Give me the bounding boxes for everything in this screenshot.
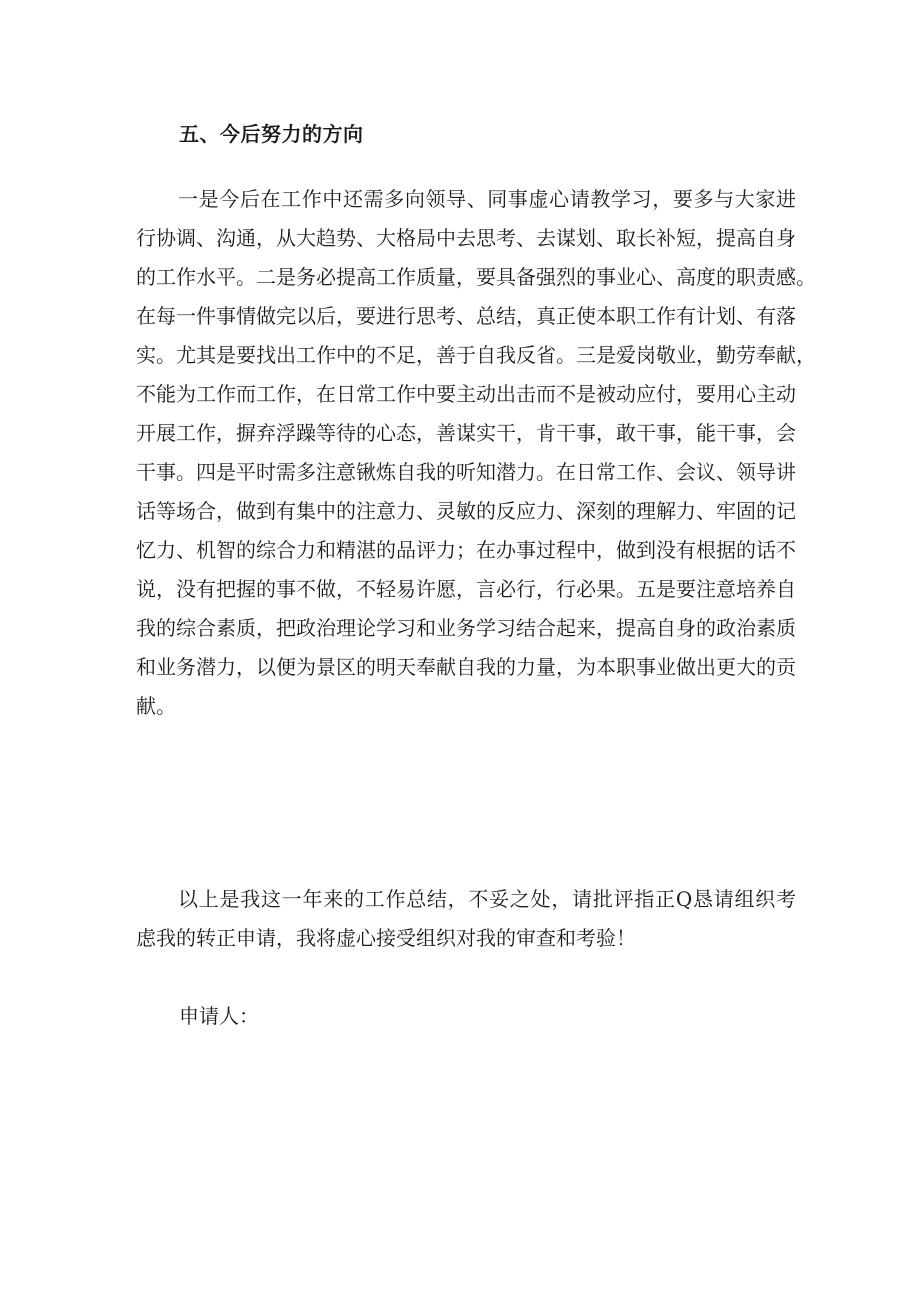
closing-line: 虑我的转正申请，我将虚心接受组织对我的审查和考验！	[136, 926, 636, 950]
paragraph-line: 的工作水平。二是务必提高工作质量，要具备强烈的事业心、高度的职责感。	[136, 265, 816, 289]
paragraph-line: 不能为工作而工作，在日常工作中要主动出击而不是被动应付，要用心主动	[136, 382, 796, 406]
paragraph-line: 在每一件事情做完以后，要进行思考、总结，真正使本职工作有计划、有落	[136, 304, 796, 328]
paragraph-line: 话等场合，做到有集中的注意力、灵敏的反应力、深刻的理解力、牢固的记	[136, 499, 796, 523]
paragraph-line: 开展工作，摒弃浮躁等待的心态，善谋实干，肯干事，敢干事，能干事，会	[136, 421, 796, 445]
paragraph-line: 干事。四是平时需多注意锹炼自我的听知潜力。在日常工作、会议、领导讲	[136, 460, 796, 484]
body-paragraph	[136, 180, 816, 726]
paragraph-line: 和业务潜力，以便为景区的明天奉献自我的力量，为本职事业做出更大的贡	[136, 655, 796, 679]
closing-paragraph	[136, 880, 796, 958]
signature-label: 申请人：	[179, 1004, 259, 1028]
paragraph-line: 忆力、机智的综合力和精湛的品评力；在办事过程中，做到没有根据的话不	[136, 538, 796, 562]
section-heading: 五、今后努力的方向	[179, 122, 364, 146]
paragraph-line: 说，没有把握的事不做，不轻易许愿，言必行，行必果。五是要注意培养自	[136, 577, 796, 601]
paragraph-line: 献。	[136, 694, 176, 718]
paragraph-line: 我的综合素质，把政治理论学习和业务学习结合起来，提高自身的政治素质	[136, 616, 796, 640]
paragraph-line: 一是今后在工作中还需多向领导、同事虚心请教学习，要多与大家进	[178, 187, 796, 211]
closing-line: 以上是我这一年来的工作总结，不妥之处，请批评指正Q恳请组织考	[178, 887, 796, 911]
paragraph-line: 实。尤其是要找出工作中的不足，善于自我反省。三是爱岗敬业，勤劳奉献，	[136, 343, 816, 367]
paragraph-line: 行协调、沟通，从大趋势、大格局中去思考、去谋划、取长补短，提高自身	[136, 226, 796, 250]
